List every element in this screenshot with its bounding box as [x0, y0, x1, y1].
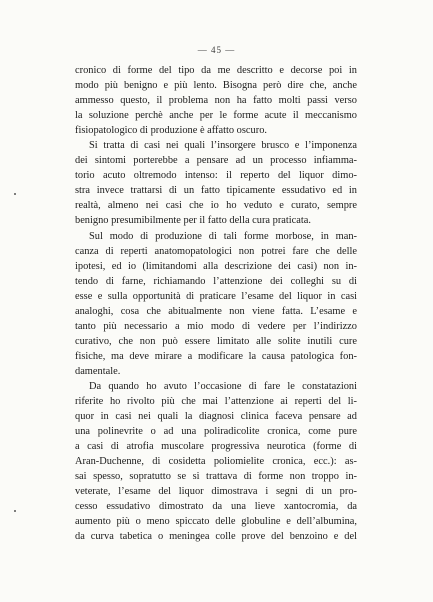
text-line: curativo, che non può essere limitato alle solite inutili cure: [75, 335, 357, 347]
text-line: dei sintomi porterebbe a pensare ad un processo infiamma-: [75, 155, 357, 167]
text-line: Sul modo di produzione di tali forme morbose, in man-: [89, 230, 357, 242]
text-line: modo più benigno e più lento. Bisogna però dire che, anche: [75, 80, 357, 92]
text-line: benigno presumibilmente per il fatto della cura praticata.: [75, 215, 312, 227]
text-line: damentale.: [75, 365, 121, 377]
text-line: aumento più o meno spiccato delle globuline e dell’albumina,: [75, 516, 357, 528]
text-line: Aran-Duchenne, di cosidetta poliomielite cronica, ecc.): as-: [75, 456, 357, 468]
text-line: la soluzione perchè anche per le forme acute il meccanismo: [75, 110, 357, 122]
text-line: ammesso questo, il problema non ha fatto molti passi verso: [75, 95, 357, 107]
text-line: a casi di atrofia muscolare progressiva neurotica (forme di: [75, 441, 357, 453]
text-line: Da quando ho avuto l’occasione di fare le constatazioni: [89, 380, 357, 392]
text-line: tanto più necessario a mio modo di vedere per l’indirizzo: [75, 320, 357, 332]
text-line: torio acuto oltremodo intenso: il reperto del liquor dimo-: [75, 170, 357, 182]
text-line: fisiopatologico di produzione è affatto oscuro.: [75, 125, 267, 137]
text-line: riferite ho rivolto più che mai l’attenzione ai reperti del li-: [75, 396, 357, 408]
text-line: realtà, almeno nei casi che io ho veduto e curato, sempre: [75, 200, 357, 212]
text-line: cesso essudativo dimostrato da una lieve xantocromia, da: [75, 501, 357, 513]
text-line: stra invece trattarsi di un fatto tipicamente essudativo ed in: [75, 185, 357, 197]
text-line: fisiche, ma deve mirare a modificare la causa patologica fon-: [75, 350, 357, 362]
scan-speck: [14, 510, 16, 512]
body-text: [75, 63, 357, 545]
text-line: esse e sulla opportunità di praticare l’esame del liquor in casi: [75, 290, 357, 302]
text-line: tendo di farne, richiamando l’attenzione dei colleghi su di: [75, 275, 357, 287]
text-line: una polinevrite o ad una poliradicolite cronica, come pure: [75, 426, 357, 438]
text-line: analoghi, cosa che abitualmente non viene fatta. L’esame e: [75, 305, 357, 317]
text-line: cronico di forme del tipo da me descritto e decorse poi in: [75, 65, 357, 76]
text-line: quor in casi nei quali la diagnosi clinica faceva pensare ad: [75, 411, 357, 423]
text-line: Si tratta di casi nei quali l’insorgere brusco e l’imponenza: [89, 140, 357, 152]
text-line: veterate, l’esame del liquor dimostrava i segni di un pro-: [75, 486, 357, 498]
text-line: canza di reperti anatomopatologici non potrei fare che delle: [75, 245, 357, 257]
text-line: sai spesso, sopratutto se si trattava di forme non troppo in-: [75, 471, 357, 483]
page-number: — 45 —: [197, 45, 236, 55]
text-line: ipotesi, ed io (limitandomi alla descrizione dei casi) non in-: [75, 260, 357, 272]
scan-speck: [14, 193, 16, 195]
text-line: da curva tabetica o meningea colle prove del benzoino e del: [75, 531, 357, 543]
